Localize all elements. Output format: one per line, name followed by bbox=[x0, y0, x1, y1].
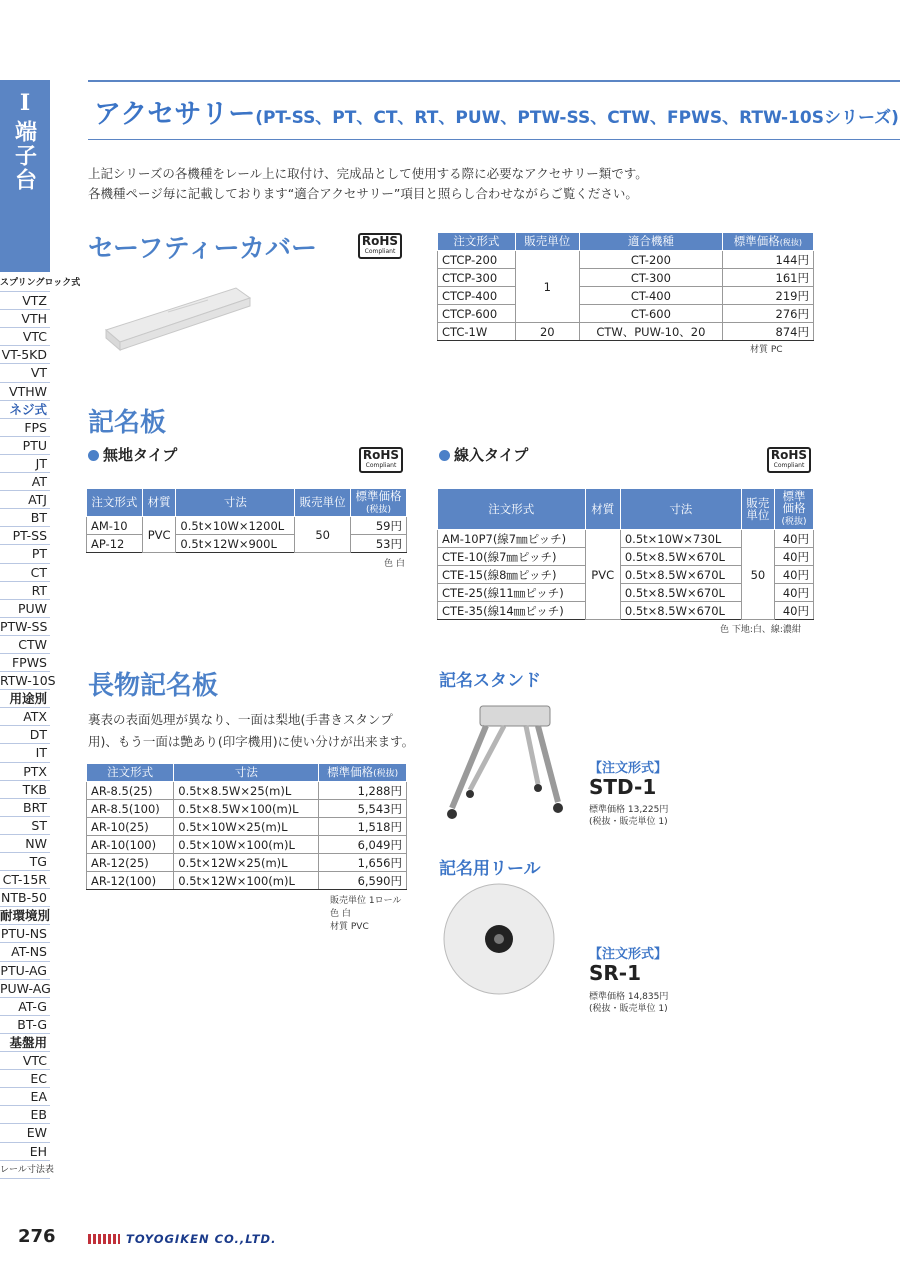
sidebar-item[interactable]: EB bbox=[0, 1106, 50, 1124]
sidebar-item[interactable]: PTU-AG bbox=[0, 962, 50, 980]
page-title bbox=[94, 92, 899, 131]
long-nameplate-note-material: 材質 PVC bbox=[330, 922, 369, 932]
reel-title: 記名用リール bbox=[439, 859, 541, 879]
sidebar-item[interactable]: CT-15R bbox=[0, 871, 50, 889]
bullet-dot-icon bbox=[439, 450, 450, 461]
nameplate-lined-table: 注文形式 材質 寸法 販売 単位 標準 価格 (税抜) AM-10P7(線7㎜ピッチ) PVC 0.5t×10W×730L 50 40円 CTE-10(線7㎜ピッチ) 0.5t×8.5W×670L 40円 CTE-15(線8㎜ピッチ) 0.5t×8.5W×670L 40円 CTE-25(線11㎜ピッチ) 0.5t×8.5W×670L 40円 CTE-35(線14㎜ピッチ) 0.5t×8.5W×670L 40円 bbox=[437, 488, 814, 620]
sidebar-item[interactable]: AT bbox=[0, 473, 50, 491]
sidebar-item[interactable]: VT-5KD bbox=[0, 346, 50, 364]
stand-order-label: 【注文形式】 bbox=[589, 761, 668, 776]
sidebar-item[interactable]: CTW bbox=[0, 636, 50, 654]
table-row: AM-10P7(線7㎜ピッチ) PVC 0.5t×10W×730L 50 40円 bbox=[438, 530, 814, 548]
long-nameplate-note-color: 色 白 bbox=[330, 909, 351, 919]
intro-line-1: 上記シリーズの各機種をレール上に取付け、完成品として使用する際に必要なアクセサリー類です。 bbox=[88, 166, 648, 181]
table-row: AM-10 PVC 0.5t×10W×1200L 50 59円 bbox=[87, 517, 407, 535]
page-title-series: (PT-SS、PT、CT、RT、PUW、PTW-SS、CTW、FPWS、RTW-10Sシリーズ) bbox=[255, 108, 899, 128]
sidebar-item[interactable]: レール寸法表 bbox=[0, 1161, 50, 1179]
sidebar-item[interactable]: PTX bbox=[0, 763, 50, 781]
reel-image bbox=[442, 882, 557, 997]
sidebar-item[interactable]: TG bbox=[0, 853, 50, 871]
stand-sales-unit: (税抜・販売単位 1) bbox=[589, 817, 668, 827]
sidebar-item[interactable]: PTW-SS bbox=[0, 618, 50, 636]
table-row: CTCP-600 CT-600 276円 bbox=[438, 305, 814, 323]
table-row: CTE-10(線7㎜ピッチ) 0.5t×8.5W×670L 40円 bbox=[438, 548, 814, 566]
table-row: CTE-25(線11㎜ピッチ) 0.5t×8.5W×670L 40円 bbox=[438, 584, 814, 602]
sidebar-item[interactable]: VTZ bbox=[0, 292, 50, 310]
nameplate-plain-note: 色 白 bbox=[384, 559, 405, 569]
table-row: AR-10(100) 0.5t×10W×100(m)L 6,049円 bbox=[87, 836, 407, 854]
sidebar-item[interactable]: VT bbox=[0, 364, 50, 382]
sidebar-item[interactable]: EW bbox=[0, 1124, 50, 1142]
intro-line-2: 各機種ページ毎に記載しております“適合アクセサリー”項目と照らし合わせながらご覧ください。 bbox=[88, 186, 638, 201]
nameplate-title: 記名板 bbox=[88, 408, 167, 438]
stand-title: 記名スタンド bbox=[439, 671, 541, 691]
bullet-dot-icon bbox=[88, 450, 99, 461]
sidebar-item[interactable]: IT bbox=[0, 744, 50, 762]
sidebar-item[interactable]: VTH bbox=[0, 310, 50, 328]
safety-cover-image bbox=[98, 270, 258, 355]
sidebar-item[interactable]: BRT bbox=[0, 799, 50, 817]
stand-image bbox=[440, 698, 570, 828]
nameplate-lined-note: 色 下地:白、線:濃紺 bbox=[720, 625, 801, 635]
rohs-badge-plain: RoHS Compliant bbox=[359, 447, 403, 473]
sidebar-item[interactable]: TKB bbox=[0, 781, 50, 799]
table-row: AR-8.5(25) 0.5t×8.5W×25(m)L 1,288円 bbox=[87, 782, 407, 800]
safety-cover-note: 材質 PC bbox=[750, 345, 783, 355]
sidebar-item[interactable]: AT-NS bbox=[0, 943, 50, 961]
reel-order-code: SR-1 bbox=[589, 961, 642, 985]
sidebar-item[interactable]: ATX bbox=[0, 708, 50, 726]
reel-order-label: 【注文形式】 bbox=[589, 947, 668, 962]
sidebar-item[interactable]: PT-SS bbox=[0, 527, 50, 545]
sidebar-item[interactable]: NW bbox=[0, 835, 50, 853]
sidebar-item[interactable]: VTC bbox=[0, 1052, 50, 1070]
sidebar-item[interactable]: ST bbox=[0, 817, 50, 835]
long-nameplate-desc-1: 裏表の表面処理が異なり、一面は梨地(手書きスタンプ bbox=[88, 712, 393, 727]
sidebar-item[interactable]: VTC bbox=[0, 328, 50, 346]
stand-price: 標準価格 13,225円 bbox=[589, 805, 669, 815]
rohs-badge-lined: RoHS Compliant bbox=[767, 447, 811, 473]
table-row: CTCP-400 CT-400 219円 bbox=[438, 287, 814, 305]
sidebar-item[interactable]: PT bbox=[0, 545, 50, 563]
sidebar-item[interactable]: 基盤用 bbox=[0, 1034, 50, 1052]
company-logo-icon bbox=[88, 1234, 120, 1244]
sidebar-item[interactable]: EC bbox=[0, 1070, 50, 1088]
table-row: CTCP-300 CT-300 161円 bbox=[438, 269, 814, 287]
title-bottom-rule bbox=[88, 139, 900, 140]
sidebar-roman-numeral: I bbox=[19, 90, 31, 116]
sidebar-item[interactable]: FPS bbox=[0, 419, 50, 437]
sidebar-item[interactable]: PUW-AG bbox=[0, 980, 50, 998]
nameplate-lined-label: 線入タイプ bbox=[439, 444, 528, 465]
long-nameplate-note-unit: 販売単位 1ロール bbox=[330, 896, 402, 906]
sidebar-item[interactable]: CT bbox=[0, 564, 50, 582]
sidebar-item[interactable]: JT bbox=[0, 455, 50, 473]
sidebar-item[interactable]: スプリングロック式 bbox=[0, 274, 50, 292]
sidebar-item[interactable]: BT-G bbox=[0, 1016, 50, 1034]
sidebar-item[interactable]: BT bbox=[0, 509, 50, 527]
page-title-main: アクセサリー bbox=[94, 99, 256, 130]
sidebar-item[interactable]: VTHW bbox=[0, 383, 50, 401]
sidebar-category-label: 端子台 bbox=[11, 120, 38, 192]
sidebar-item[interactable]: PUW bbox=[0, 600, 50, 618]
table-row: AR-10(25) 0.5t×10W×25(m)L 1,518円 bbox=[87, 818, 407, 836]
sidebar-item[interactable]: AT-G bbox=[0, 998, 50, 1016]
table-row: CTE-15(線8㎜ピッチ) 0.5t×8.5W×670L 40円 bbox=[438, 566, 814, 584]
page-number: 276 bbox=[18, 1226, 56, 1247]
sidebar-item[interactable]: DT bbox=[0, 726, 50, 744]
table-row: CTCP-200 1 CT-200 144円 bbox=[438, 251, 814, 269]
rohs-badge-safety-cover: RoHS Compliant bbox=[358, 233, 402, 259]
long-nameplate-title: 長物記名板 bbox=[88, 671, 219, 701]
table-row: AR-12(25) 0.5t×12W×25(m)L 1,656円 bbox=[87, 854, 407, 872]
long-nameplate-table: 注文形式 寸法 標準価格(税抜) AR-8.5(25) 0.5t×8.5W×25(m)L 1,288円 AR-8.5(100) 0.5t×8.5W×100(m)L 5,543円 AR-10(25) 0.5t×10W×25(m)L 1,518円 AR-10(100) 0.5t×10W×100(m)L 6,049円 AR-12(25) 0.5t×12W×25(m)L 1,656円 AR-12(100) 0.5t×12W×100(m)L 6,590円 bbox=[86, 763, 407, 890]
sidebar-item[interactable]: EH bbox=[0, 1143, 50, 1161]
sidebar-item[interactable]: EA bbox=[0, 1088, 50, 1106]
reel-price: 標準価格 14,835円 bbox=[589, 992, 669, 1002]
sidebar-item[interactable]: 耐環境別 bbox=[0, 907, 50, 925]
safety-cover-title: セーフティーカバー bbox=[88, 234, 318, 264]
sidebar-item-list bbox=[0, 274, 81, 1179]
stand-order-code: STD-1 bbox=[589, 775, 657, 799]
sidebar-item[interactable]: ATJ bbox=[0, 491, 50, 509]
sidebar-item[interactable]: NTB-50 bbox=[0, 889, 50, 907]
title-top-rule bbox=[88, 80, 900, 82]
sidebar-item[interactable]: FPWS bbox=[0, 654, 50, 672]
company-logo: TOYOGIKEN CO.,LTD. bbox=[88, 1232, 276, 1246]
table-row: AR-12(100) 0.5t×12W×100(m)L 6,590円 bbox=[87, 872, 407, 890]
safety-cover-table: 注文形式 販売単位 適合機種 標準価格(税抜) CTCP-200 1 CT-200 144円 CTCP-300 CT-300 161円 CTCP-400 CT-400 219円 CTCP-600 CT-600 276円 CTC-1W 20 CTW、PUW-10、20 874円 bbox=[437, 232, 814, 341]
table-row: AR-8.5(100) 0.5t×8.5W×100(m)L 5,543円 bbox=[87, 800, 407, 818]
nameplate-plain-table: 注文形式 材質 寸法 販売単位 標準価格 (税抜) AM-10 PVC 0.5t×10W×1200L 50 59円 AP-12 0.5t×12W×900L 53円 bbox=[86, 488, 407, 553]
sidebar-item[interactable]: PTU bbox=[0, 437, 50, 455]
long-nameplate-desc-2: 用)、もう一面は艶あり(印字機用)に使い分けが出来ます。 bbox=[88, 734, 415, 749]
sidebar-item[interactable]: 用途別 bbox=[0, 690, 50, 708]
table-row: CTE-35(線14㎜ピッチ) 0.5t×8.5W×670L 40円 bbox=[438, 602, 814, 620]
reel-sales-unit: (税抜・販売単位 1) bbox=[589, 1004, 668, 1014]
sidebar-item[interactable]: PTU-NS bbox=[0, 925, 50, 943]
nameplate-plain-label: 無地タイプ bbox=[88, 444, 177, 465]
sidebar-item[interactable]: RTW-10S bbox=[0, 672, 50, 690]
sidebar-category-header bbox=[0, 80, 50, 272]
sidebar-item[interactable]: ネジ式 bbox=[0, 401, 50, 419]
sidebar-item[interactable]: RT bbox=[0, 582, 50, 600]
table-row: AP-12 0.5t×12W×900L 53円 bbox=[87, 535, 407, 553]
table-row: CTC-1W 20 CTW、PUW-10、20 874円 bbox=[438, 323, 814, 341]
